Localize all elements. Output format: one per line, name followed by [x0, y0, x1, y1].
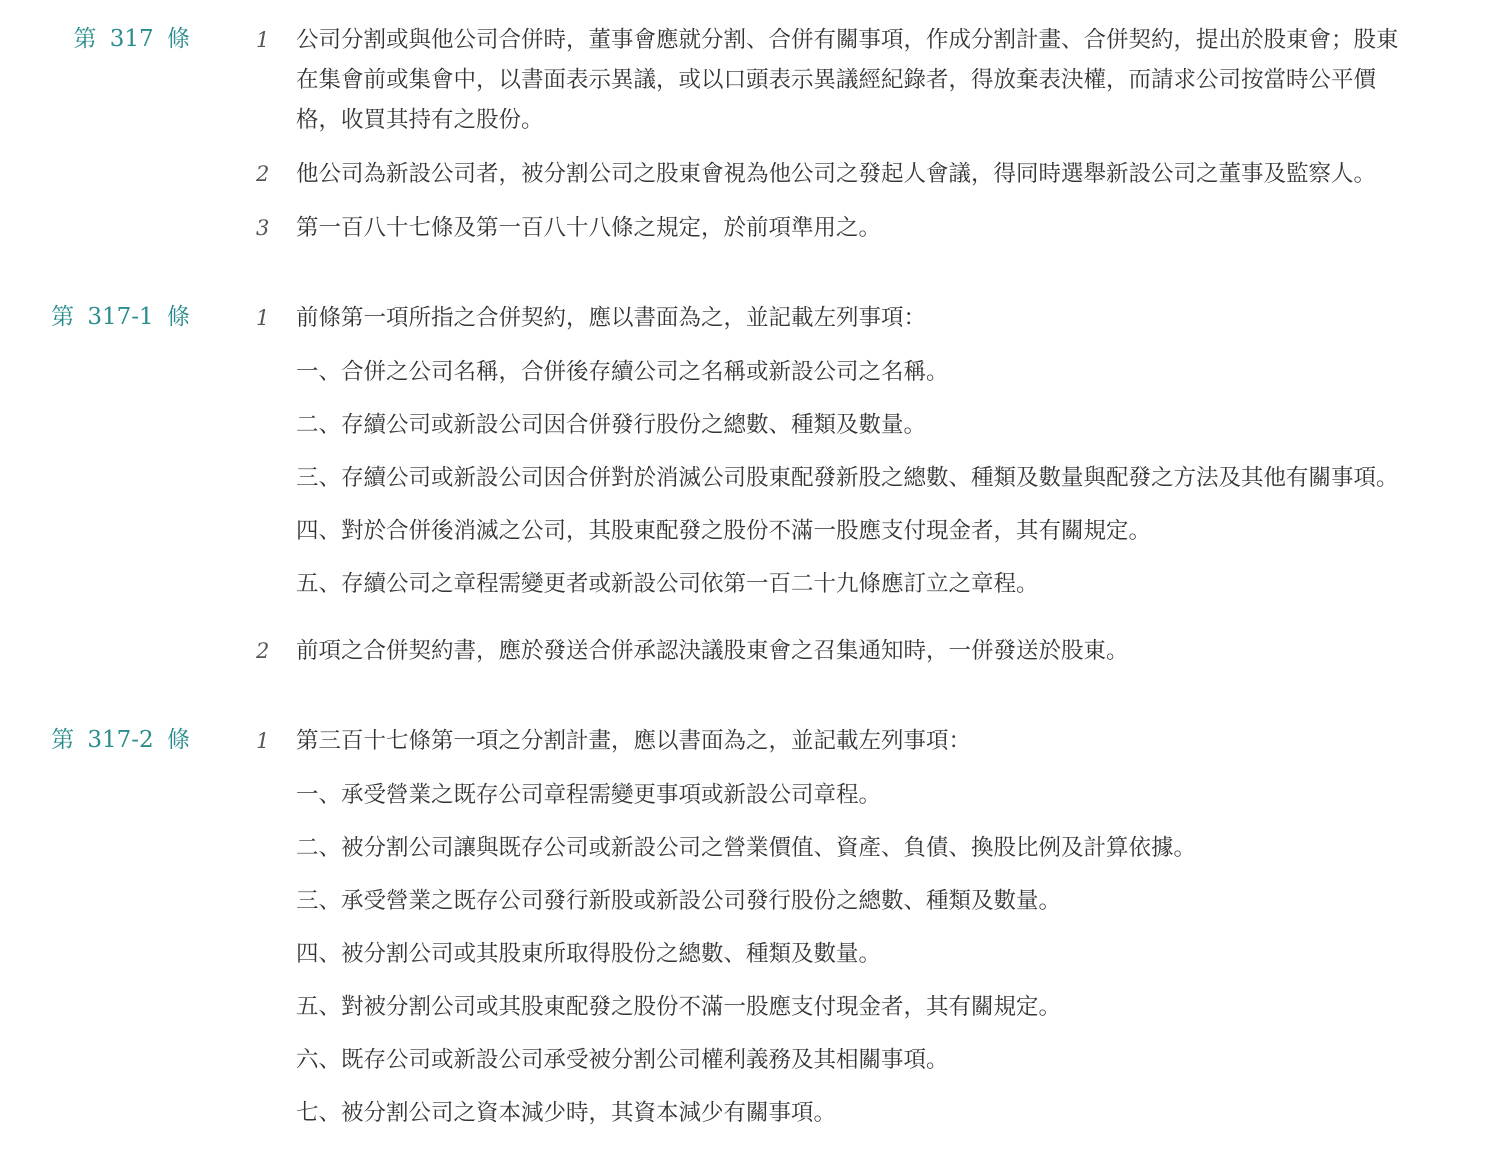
paragraph-content [296, 721, 1406, 1146]
paragraph-number: 1 [256, 306, 270, 330]
paragraph-text: 前條第一項所指之合併契約，應以書面為之，並記載左列事項： [296, 305, 927, 331]
paragraph-text: 前項之合併契約書，應於發送合併承認決議股東會之召集通知時，一併發送於股東。 [296, 638, 1129, 664]
article-number[interactable]: 第 317-1 條 [51, 304, 190, 330]
paragraph-item: 五、對被分割公司或其股東配發之股份不滿一股應支付現金者，其有關規定。 [296, 994, 1062, 1020]
paragraph-number: 1 [256, 28, 270, 52]
paragraph-text: 第一百八十七條及第一百八十八條之規定，於前項準用之。 [296, 215, 882, 241]
article-body [246, 20, 1406, 262]
article-number[interactable]: 第 317-2 條 [51, 727, 190, 753]
paragraph-content [296, 298, 1406, 617]
article-paragraph [246, 20, 1406, 140]
law-article [0, 298, 1500, 685]
article-body [246, 721, 1406, 1160]
paragraph-number: 2 [256, 162, 270, 186]
article-body [246, 298, 1406, 685]
article-paragraph [246, 298, 1406, 617]
paragraph-content [296, 154, 1406, 194]
article-paragraph [246, 631, 1406, 671]
paragraph-item: 一、合併之公司名稱，合併後存續公司之名稱或新設公司之名稱。 [296, 359, 949, 385]
paragraph-text: 公司分割或與他公司合併時，董事會應就分割、合併有關事項，作成分割計畫、合併契約，提出於股東會；股東在集會前或集會中，以書面表示異議，或以口頭表示異議經紀錄者，得放棄表決權，而請求公司按當時公平價格，收買其持有之股份。 [296, 27, 1399, 133]
paragraph-content [296, 631, 1406, 671]
paragraph-number: 2 [256, 639, 270, 663]
paragraph-item: 四、對於合併後消滅之公司，其股東配發之股份不滿一股應支付現金者，其有關規定。 [296, 518, 1152, 544]
paragraph-item-list [296, 775, 1406, 1133]
paragraph-item: 六、既存公司或新設公司承受被分割公司權利義務及其相關事項。 [296, 1047, 949, 1073]
article-paragraph [246, 208, 1406, 248]
paragraph-text: 第三百十七條第一項之分割計畫，應以書面為之，並記載左列事項： [296, 728, 972, 754]
paragraph-number: 3 [256, 216, 270, 240]
paragraph-item: 三、承受營業之既存公司發行新股或新設公司發行股份之總數、種類及數量。 [296, 888, 1062, 914]
article-paragraph [246, 721, 1406, 1146]
article-paragraph [246, 154, 1406, 194]
paragraph-item: 二、存續公司或新設公司因合併發行股份之總數、種類及數量。 [296, 412, 927, 438]
paragraph-item: 一、承受營業之既存公司章程需變更事項或新設公司章程。 [296, 782, 882, 808]
paragraph-item: 七、被分割公司之資本減少時，其資本減少有關事項。 [296, 1100, 837, 1126]
paragraph-item: 三、存續公司或新設公司因合併對於消滅公司股東配發新股之總數、種類及數量與配發之方法及其他有關事項。 [296, 465, 1399, 491]
paragraph-content [296, 208, 1406, 248]
paragraph-item-list [296, 352, 1406, 604]
law-article [0, 20, 1500, 262]
article-number[interactable]: 第 317 條 [73, 26, 190, 52]
paragraph-item: 五、存續公司之章程需變更者或新設公司依第一百二十九條應訂立之章程。 [296, 571, 1039, 597]
law-article [0, 721, 1500, 1160]
paragraph-item: 四、被分割公司或其股東所取得股份之總數、種類及數量。 [296, 941, 882, 967]
paragraph-text: 他公司為新設公司者，被分割公司之股東會視為他公司之發起人會議，得同時選舉新設公司之董事及監察人。 [296, 161, 1377, 187]
paragraph-number: 1 [256, 729, 270, 753]
paragraph-item: 二、被分割公司讓與既存公司或新設公司之營業價值、資產、負債、換股比例及計算依據。 [296, 835, 1197, 861]
paragraph-content [296, 20, 1406, 140]
